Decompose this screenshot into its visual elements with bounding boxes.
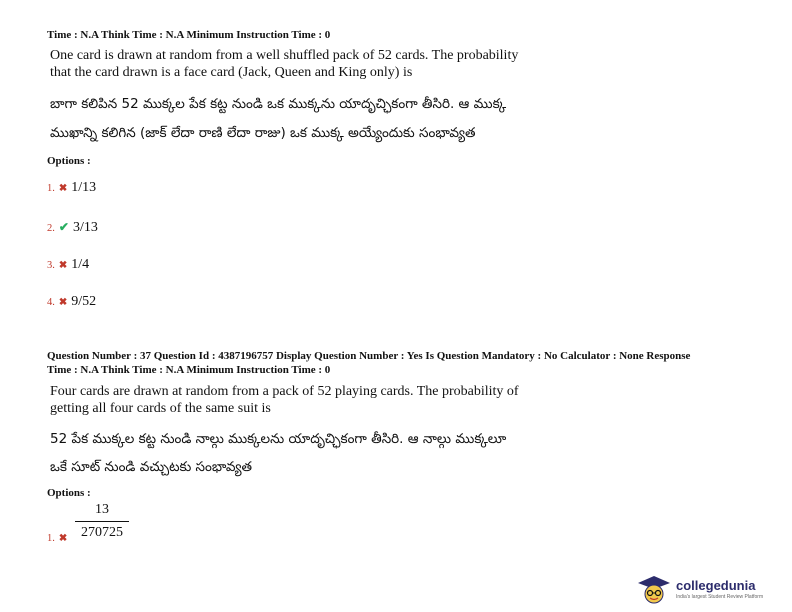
q1-option-4 bbox=[47, 292, 96, 310]
q1-options-label: Options : bbox=[47, 155, 91, 167]
option-number: 2. bbox=[47, 223, 55, 234]
option-value: 9/52 bbox=[71, 294, 97, 309]
q2-telugu-line-1: 52 పేక ముక్కల కట్ట నుండి నాల్గు ముక్కలను యాదృచ్ఛికంగా తీసిరి. ఆ నాల్గు ముక్కలూ bbox=[50, 431, 507, 447]
option-value: 1/13 bbox=[71, 180, 97, 195]
q2-option-1-fraction bbox=[75, 502, 129, 541]
fraction-numerator: 13 bbox=[95, 502, 109, 517]
q2-telugu-line-2: ఒకే సూట్ నుండి వచ్చుటకు సంభావ్యత bbox=[50, 459, 253, 475]
q1-option-2 bbox=[47, 218, 98, 236]
q1-meta: Time : N.A Think Time : N.A Minimum Instruction Time : 0 bbox=[47, 29, 331, 41]
option-value: 3/13 bbox=[72, 220, 98, 235]
q2-english-line-1: Four cards are drawn at random from a pack of 52 playing cards. The probability of bbox=[50, 384, 519, 399]
cross-icon: ✖ bbox=[58, 297, 68, 308]
fraction-bar bbox=[75, 521, 129, 522]
q1-english-line-2: that the card drawn is a face card (Jack, Queen and King only) is bbox=[50, 65, 413, 80]
check-icon: ✔ bbox=[58, 220, 69, 234]
collegedunia-logo bbox=[636, 574, 786, 606]
q2-header: Question Number : 37 Question Id : 4387196757 Display Question Number : Yes Is Question Mandatory : No Calculator : None Response bbox=[47, 350, 691, 362]
q2-options-label: Options : bbox=[47, 487, 91, 499]
logo-wordmark: collegedunia bbox=[676, 578, 756, 593]
option-value: 1/4 bbox=[71, 257, 90, 272]
q1-option-1 bbox=[47, 178, 96, 196]
cross-icon: ✖ bbox=[58, 260, 68, 271]
cross-icon: ✖ bbox=[58, 183, 68, 194]
option-number: 4. bbox=[47, 297, 55, 308]
logo-tagline: India's largest Student Review Platform bbox=[676, 594, 764, 600]
option-number: 3. bbox=[47, 260, 55, 271]
fraction-denominator: 270725 bbox=[81, 525, 123, 540]
graduate-icon bbox=[636, 574, 672, 606]
q2-meta: Time : N.A Think Time : N.A Minimum Instruction Time : 0 bbox=[47, 364, 331, 376]
option-number: 1. bbox=[47, 183, 55, 194]
q1-english-line-1: One card is drawn at random from a well shuffled pack of 52 cards. The probability bbox=[50, 48, 519, 63]
option-number: 1. bbox=[47, 533, 55, 544]
cross-icon: ✖ bbox=[58, 533, 68, 544]
q2-english-line-2: getting all four cards of the same suit is bbox=[50, 401, 271, 416]
q1-telugu-line-2: ముఖాన్ని కలిగిన (జాక్ లేదా రాణి లేదా రాజు) ఒక ముక్క అయ్యేందుకు సంభావ్యత bbox=[50, 125, 476, 141]
q2-option-1-marker bbox=[47, 528, 67, 546]
q1-option-3 bbox=[47, 255, 89, 273]
q1-telugu-line-1: బాగా కలిపిన 52 ముక్కల పేక కట్ట నుండి ఒక ముక్కను యాదృచ్ఛికంగా తీసిరి. ఆ ముక్క bbox=[50, 96, 507, 112]
